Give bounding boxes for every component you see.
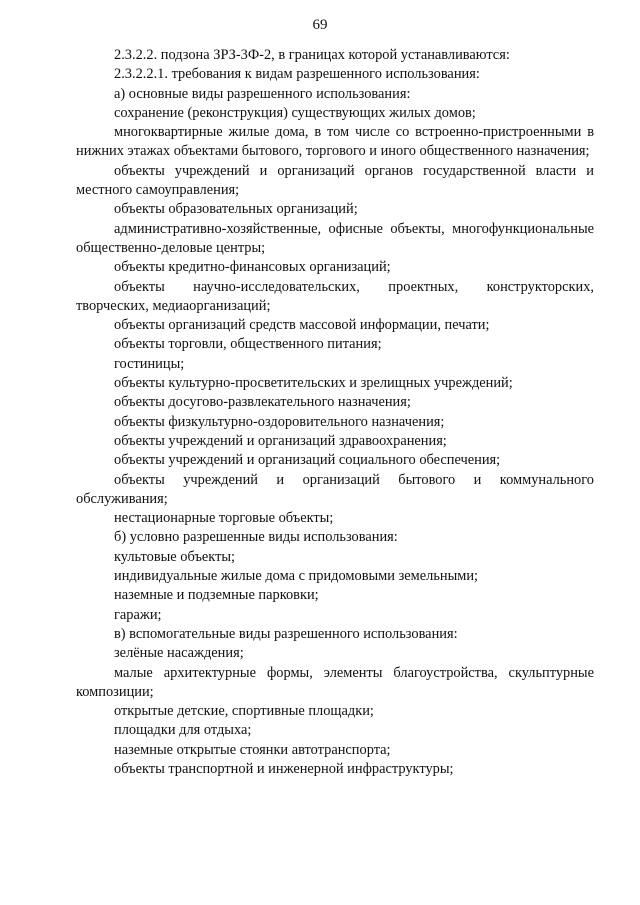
- list-item: объекты кредитно-финансовых организаций;: [114, 259, 391, 276]
- list-item: объекты учреждений и организаций здравоохранения;: [114, 432, 447, 449]
- paragraph-conditional-uses-heading: б) условно разрешенные виды использования:: [114, 529, 398, 546]
- page-number: 69: [312, 17, 328, 33]
- list-item: объекты культурно-просветительских и зрелищных учреждений;: [114, 375, 513, 392]
- list-item: гостиницы;: [114, 355, 185, 372]
- paragraph-subzone-heading: 2.3.2.2. подзона ЗРЗ-3Ф-2, в границах которой устанавливаются:: [114, 47, 510, 63]
- list-item: административно-хозяйственные, офисные объекты, многофункциональные общественно-деловые центры;: [76, 220, 594, 256]
- document-body: [76, 46, 594, 779]
- list-item: малые архитектурные формы, элементы благоустройства, скульптурные композиции;: [76, 664, 594, 700]
- list-item: объекты учреждений и организаций органов государственной власти и местного самоуправления;: [76, 162, 594, 199]
- list-item: сохранение (реконструкция) существующих жилых домов;: [114, 104, 476, 121]
- list-item: гаражи;: [114, 606, 162, 623]
- paragraph-main-uses-heading: а) основные виды разрешенного использования:: [114, 85, 411, 102]
- list-item: открытые детские, спортивные площадки;: [114, 703, 374, 720]
- list-item: объекты физкультурно-оздоровительного назначения;: [114, 413, 445, 430]
- list-item: наземные и подземные парковки;: [114, 587, 319, 604]
- paragraph-auxiliary-uses-heading: в) вспомогательные виды разрешенного использования:: [114, 625, 458, 642]
- list-item: объекты транспортной и инженерной инфраструктуры;: [114, 760, 454, 777]
- list-item: культовые объекты;: [114, 548, 236, 565]
- list-item: объекты научно-исследовательских, проектных, конструкторских, творческих, медиаорганизаций;: [76, 278, 594, 314]
- list-item: индивидуальные жилые дома с придомовыми земельными;: [114, 568, 479, 585]
- list-item: объекты торговли, общественного питания;: [114, 336, 382, 353]
- list-item: наземные открытые стоянки автотранспорта;: [114, 741, 391, 758]
- list-item: площадки для отдыха;: [114, 722, 252, 739]
- list-item: объекты досугово-развлекательного назначения;: [114, 394, 411, 411]
- list-item: объекты организаций средств массовой информации, печати;: [114, 317, 490, 334]
- list-item: объекты образовательных организаций;: [114, 201, 358, 218]
- list-item: объекты учреждений и организаций социального обеспечения;: [114, 452, 501, 469]
- list-item: многоквартирные жилые дома, в том числе со встроенно-пристроенными в нижних этажах объектами бытового, торгового и иного общественного назначения;: [76, 124, 594, 160]
- list-item: зелёные насаждения;: [114, 645, 244, 662]
- paragraph-requirements-heading: 2.3.2.2.1. требования к видам разрешенного использования:: [114, 66, 480, 83]
- list-item: нестационарные торговые объекты;: [114, 510, 334, 527]
- list-item: объекты учреждений и организаций бытового и коммунального обслуживания;: [76, 471, 594, 507]
